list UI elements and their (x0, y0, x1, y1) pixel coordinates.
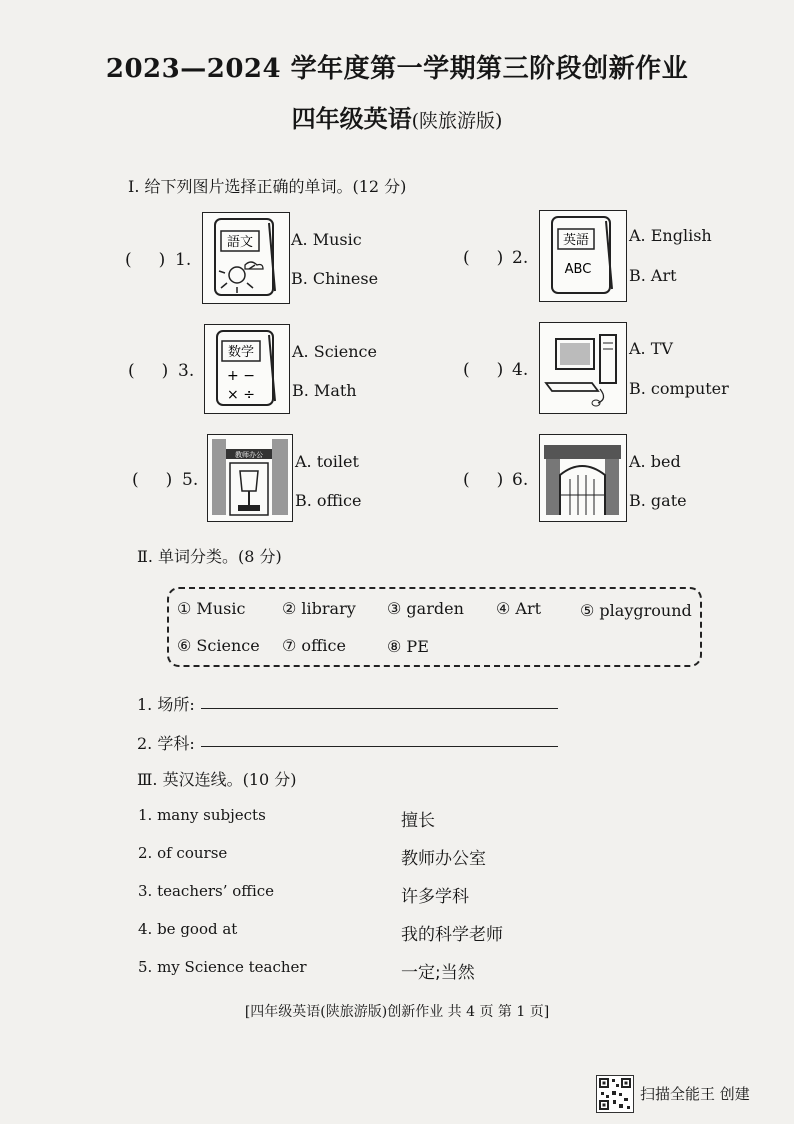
question-number-3: 3. (178, 361, 195, 381)
q6-option-b: B. gate (629, 491, 687, 510)
q5-option-a: A. toilet (295, 452, 359, 471)
q6-option-a: A. bed (629, 452, 681, 471)
category-place-answer-line[interactable] (201, 708, 558, 709)
word-item-7: ⑦ office (282, 636, 346, 655)
word-item-3: ③ garden (387, 599, 464, 618)
category-place-label: 1. 场所: (137, 695, 195, 714)
match-left-4: 4. be good at (138, 920, 238, 938)
question-number-4: 4. (512, 360, 529, 380)
match-left-5: 5. my Science teacher (138, 958, 307, 976)
computer-picture (539, 322, 627, 414)
section3-heading: Ⅲ. 英汉连线。(10 分) (137, 770, 297, 789)
category-subject-answer-line[interactable] (201, 746, 558, 747)
math-book-picture (204, 324, 290, 414)
question-number-1: 1. (175, 250, 192, 270)
q1-option-a: A. Music (291, 230, 362, 249)
word-item-2: ② library (282, 599, 356, 618)
word-item-1: ① Music (177, 599, 246, 618)
match-right-5: 一定;当然 (401, 963, 475, 983)
book-label-2b: ABC (564, 262, 592, 277)
worksheet-subtitle (0, 99, 794, 134)
page-footer: [四年级英语(陕旅游版)创新作业 共 4 页 第 1 页] (244, 1004, 550, 1020)
match-left-3: 3. teachers’ office (138, 882, 275, 900)
scanner-watermark: 扫描全能王 创建 (640, 1085, 750, 1103)
book-label-2: 英語 (562, 233, 590, 248)
q3-option-a: A. Science (292, 342, 377, 361)
q2-option-a: A. English (629, 226, 712, 245)
answer-blank-1[interactable]: ( ) (125, 250, 166, 270)
gate-picture (539, 434, 627, 522)
category-subject-label: 2. 学科: (137, 734, 195, 753)
book-label-3b: + − (227, 368, 255, 384)
q1-option-b: B. Chinese (291, 269, 379, 288)
word-item-8: ⑧ PE (387, 637, 429, 656)
q2-option-b: B. Art (629, 266, 677, 285)
section2-heading: Ⅱ. 单词分类。(8 分) (137, 547, 282, 566)
match-left-2: 2. of course (138, 844, 228, 862)
gate-icon (540, 435, 625, 520)
match-right-3: 许多学科 (401, 887, 469, 907)
q5-option-b: B. office (295, 491, 362, 510)
office-picture (207, 434, 293, 522)
answer-blank-3[interactable]: ( ) (128, 361, 169, 381)
answer-blank-6[interactable]: ( ) (463, 470, 504, 490)
worksheet-title: 2023—2024 学年度第一学期第三阶段创新作业 (105, 54, 689, 84)
answer-blank-4[interactable]: ( ) (463, 360, 504, 380)
match-right-1: 擅长 (401, 811, 435, 831)
office-sign-text: 教师办公 (235, 451, 263, 459)
computer-icon (540, 323, 625, 412)
word-item-5: ⑤ playground (580, 601, 692, 620)
word-item-4: ④ Art (496, 599, 542, 618)
match-left-1: 1. many subjects (138, 806, 266, 824)
math-book-icon (205, 325, 288, 412)
match-right-4: 我的科学老师 (401, 925, 503, 945)
q4-option-b: B. computer (629, 379, 729, 398)
book-label-3c: × ÷ (227, 387, 255, 403)
q3-option-b: B. Math (292, 381, 357, 400)
chinese-book-icon (203, 213, 288, 302)
book-label-3: 数学 (227, 345, 255, 360)
subject-label: 四年级英语 (291, 104, 412, 133)
english-book-picture (539, 210, 627, 302)
book-label-1: 語文 (226, 235, 254, 250)
question-number-2: 2. (512, 248, 529, 268)
question-number-5: 5. (182, 470, 199, 490)
match-right-2: 教师办公室 (401, 849, 486, 869)
chinese-book-picture (202, 212, 290, 304)
question-number-6: 6. (512, 470, 529, 490)
edition-label: (陕旅游版) (411, 110, 503, 132)
english-book-icon (540, 211, 625, 300)
qr-code-icon (596, 1075, 634, 1113)
office-door-icon (208, 435, 291, 520)
section1-heading: Ⅰ. 给下列图片选择正确的单词。(12 分) (128, 177, 407, 196)
answer-blank-2[interactable]: ( ) (463, 248, 504, 268)
q4-option-a: A. TV (629, 339, 673, 358)
word-item-6: ⑥ Science (177, 636, 260, 655)
answer-blank-5[interactable]: ( ) (132, 470, 173, 490)
